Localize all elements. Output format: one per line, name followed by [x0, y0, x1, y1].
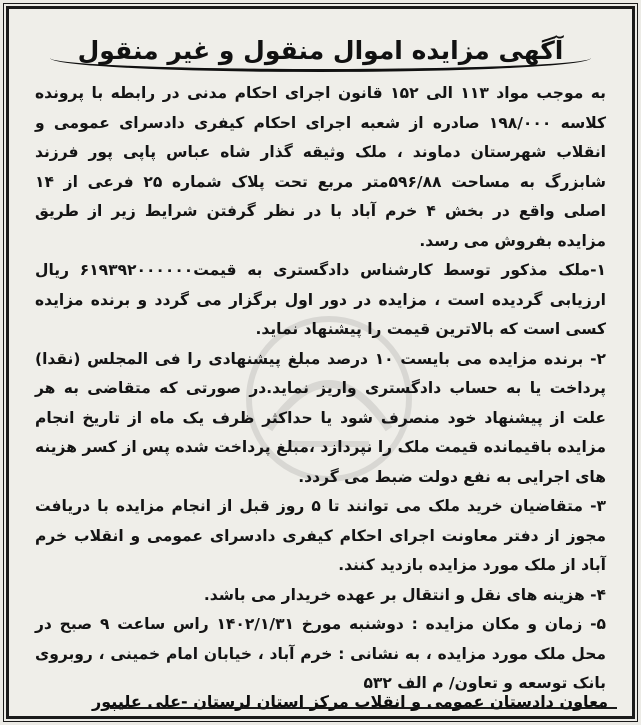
intro-paragraph: به موجب مواد ۱۱۳ الی ۱۵۲ قانون اجرای احکام مدنی در رابطه با پرونده کلاسه ۱۹۸/۰۰۰ صادره از شعبه اجرای احکام کیفری دادسرای عمومی و انقلاب شهرستان دماوند ، ملک وثیقه گذار شاه عباس پاپی پور فرزند شابزرگ به مساحت ۵۹۶/۸۸متر مربع تحت پلاک شماره ۲۵ فرعی از ۱۴ اصلی واقع در بخش ۴ خرم آباد با در نظر گرفتن شرایط زیر از طریق مزایده بفروش می رسد.: [35, 84, 607, 250]
notice-title: آگهی مزایده اموال منقول و غیر منقول: [50, 35, 592, 72]
notice-body: [35, 79, 606, 699]
condition-item-5: ۵- زمان و مکان مزایده : دوشنبه مورخ ۱۴۰۲/۱/۳۱ راس ساعت ۹ صبح در محل ملک مورد مزایده ، به نشانی : خرم آباد ، خیابان امام خمینی ، روبروی بانک توسعه و تعاون/ م الف ۵۳۲: [35, 615, 607, 692]
condition-item-3: ۳- متقاضیان خرید ملک می توانند تا ۵ روز قبل از انجام مزایده با دریافت مجوز از دفتر معاونت اجرای احکام کیفری دادسرای عمومی و انقلاب خرم آباد از ملک مورد مزایده بازدید کنند.: [35, 497, 606, 574]
condition-item-1: ۱-ملک مذکور توسط کارشناس دادگستری به قیمت۶۱۹۳۹۲۰۰۰۰۰۰ ریال ارزیابی گردیده است ، مزایده در دور اول برگزار می گردد و برنده مزایده کسی است که بالاترین قیمت را پیشنهاد نماید.: [35, 261, 606, 338]
notice-header: [9, 35, 632, 72]
condition-item-2: ۲- برنده مزایده می بایست ۱۰ درصد مبلغ پیشنهادی را فی المجلس (نقدا) پرداخت یا به حساب دادگستری واریز نماید.در صورتی که متقاضی به هر علت از پیشنهاد خود منصرف شود یا حداکثر ظرف یک ماه از تاریخ انجام مزایده باقیمانده قیمت ملک را نپردازد ،مبلغ پرداخت شده پس از کسر هزینه های اجرایی به نفع دولت ضبط می گردد.: [35, 349, 607, 486]
condition-item-4: ۴- هزینه های نقل و انتقال بر عهده خریدار می باشد.: [203, 585, 606, 604]
notice-border-frame: [6, 6, 635, 719]
signature-underline: [110, 707, 617, 709]
signature-line: معاون دادستان عمومی و انقلاب مرکز استان لرستان -علی علیپور: [92, 692, 608, 711]
